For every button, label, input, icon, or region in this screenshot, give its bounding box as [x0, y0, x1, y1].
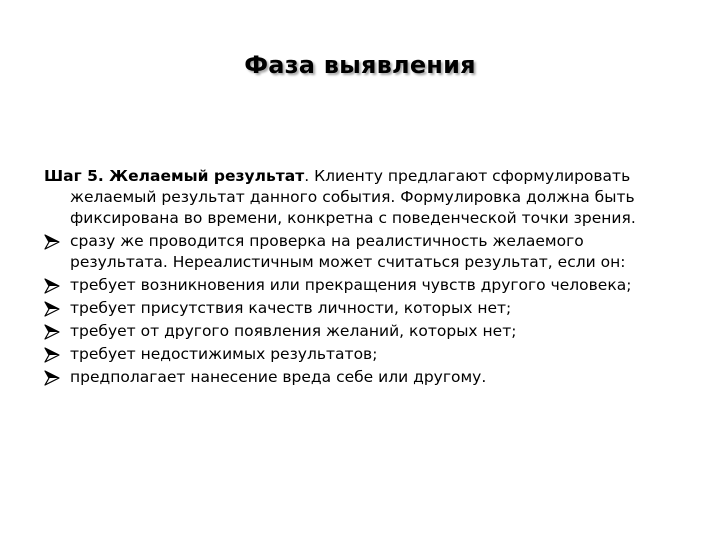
bullet-text: требует недостижимых результатов; [70, 345, 378, 363]
bullet-item [44, 367, 684, 388]
arrowhead-bullet-icon [44, 347, 60, 363]
bullet-item [44, 344, 684, 365]
arrowhead-bullet-icon [44, 234, 60, 250]
bullet-item [44, 321, 684, 342]
arrowhead-bullet-icon [44, 278, 60, 294]
bullet-text: требует присутствия качеств личности, которых нет; [70, 299, 512, 317]
bullet-text: требует от другого появления желаний, которых нет; [70, 322, 517, 340]
step-text: . Клиенту предлагают сформулировать желаемый результат данного события. Формулировка должна быть фиксирована во времени, конкретна с поведенческой точки зрения. [70, 167, 636, 227]
bullet-item [44, 275, 684, 296]
slide-title: Фаза выявления [244, 51, 476, 79]
bullet-text: сразу же проводится проверка на реалистичность желаемого результата. Нереалистичным может считаться результат, если он: [70, 232, 626, 271]
bullet-list [44, 231, 684, 388]
arrowhead-bullet-icon [44, 301, 60, 317]
bullet-item [44, 298, 684, 319]
arrowhead-bullet-icon [44, 370, 60, 386]
slide-body [44, 166, 684, 388]
bullet-text: требует возникновения или прекращения чувств другого человека; [70, 276, 632, 294]
bullet-item [44, 231, 684, 273]
arrowhead-bullet-icon [44, 324, 60, 340]
bullet-text: предполагает нанесение вреда себе или другому. [70, 368, 487, 386]
step-lead: Шаг 5. Желаемый результат [44, 167, 305, 185]
step-paragraph [44, 166, 684, 229]
